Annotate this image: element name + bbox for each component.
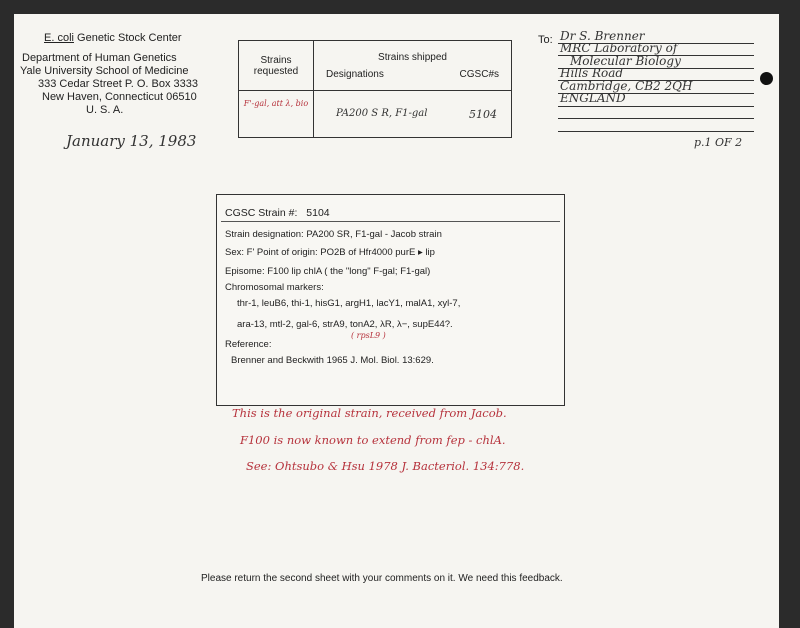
shipped-designation: PA200 S R, F1-gal xyxy=(336,107,428,119)
markers-row-2: ara-13, mtl-2, gal-6, strA9, tonA2, λR, λ−, supE44?. xyxy=(237,319,453,330)
stock-center-name xyxy=(44,32,182,45)
handwritten-note-3: See: Ohtsubo & Hsu 1978 J. Bacteriol. 134:778. xyxy=(246,459,525,473)
document-page xyxy=(14,14,779,628)
strain-designation: Strain designation: PA200 SR, F1-gal - Jacob strain xyxy=(225,229,442,240)
sender-dept: Department of Human Genetics xyxy=(22,52,177,64)
designations-label: Designations xyxy=(326,68,384,80)
recipient-line: MRC Laboratory of xyxy=(560,41,678,56)
strain-number: 5104 xyxy=(306,207,330,219)
markers-row-1: thr-1, leuB6, thi-1, hisG1, argH1, lacY1, malA1, xyl-7, xyxy=(237,298,461,309)
recipient-line: Dr S. Brenner xyxy=(560,29,645,43)
strain-number-line xyxy=(225,207,330,219)
strain-card xyxy=(216,194,565,406)
page-number: p.1 OF 2 xyxy=(694,136,743,149)
col-strains-requested: Strains requested xyxy=(239,41,314,91)
sex-origin-line: Sex: F' Point of origin: PO2B of Hfr4000 purE ▸ lip xyxy=(225,247,435,258)
sender-country: U. S. A. xyxy=(86,104,124,116)
sender-city: New Haven, Connecticut 06510 xyxy=(42,91,197,103)
shipped-row xyxy=(314,91,512,138)
handwritten-note-2: F100 is now known to extend from fep - chlA. xyxy=(240,433,506,447)
recipient-line: Molecular Biology xyxy=(570,53,681,68)
recipient-line: Cambridge, CB2 2QH xyxy=(560,78,693,93)
col-strains-shipped xyxy=(314,41,512,91)
letter-date: January 13, 1983 xyxy=(66,132,197,150)
reference-citation: Brenner and Beckwith 1965 J. Mol. Biol. 13:629. xyxy=(231,355,434,366)
center-label: Genetic Stock Center xyxy=(73,32,182,44)
recipient-line: ENGLAND xyxy=(560,91,626,106)
rpsl-annotation: ( rpsL9 ) xyxy=(351,331,386,340)
handwritten-note-1: This is the original strain, received from Jacob. xyxy=(232,406,507,420)
sender-school: Yale University School of Medicine xyxy=(20,65,189,77)
episome-line: Episome: F100 lip chlA ( the "long" F-gal; F1-gal) xyxy=(225,266,431,277)
reference-label: Reference: xyxy=(225,339,272,350)
ecoli-label: E. coli xyxy=(44,32,74,44)
sender-address: 333 Cedar Street P. O. Box 3333 xyxy=(38,78,199,90)
to-label: To: xyxy=(538,34,553,46)
requested-strain: F'-gal, att λ, bio xyxy=(239,91,314,138)
shipping-table xyxy=(238,40,512,138)
cgsc-label: CGSC#s xyxy=(459,68,499,80)
strain-label: CGSC Strain #: xyxy=(225,207,298,219)
footer-request: Please return the second sheet with your comments on it. We need this feedback. xyxy=(201,573,563,584)
shipped-cgsc-number: 5104 xyxy=(469,107,497,121)
markers-label: Chromosomal markers: xyxy=(225,282,324,293)
recipient-line: Hills Road xyxy=(560,66,624,81)
strains-shipped-label: Strains shipped xyxy=(378,51,447,63)
punch-hole xyxy=(760,72,773,85)
